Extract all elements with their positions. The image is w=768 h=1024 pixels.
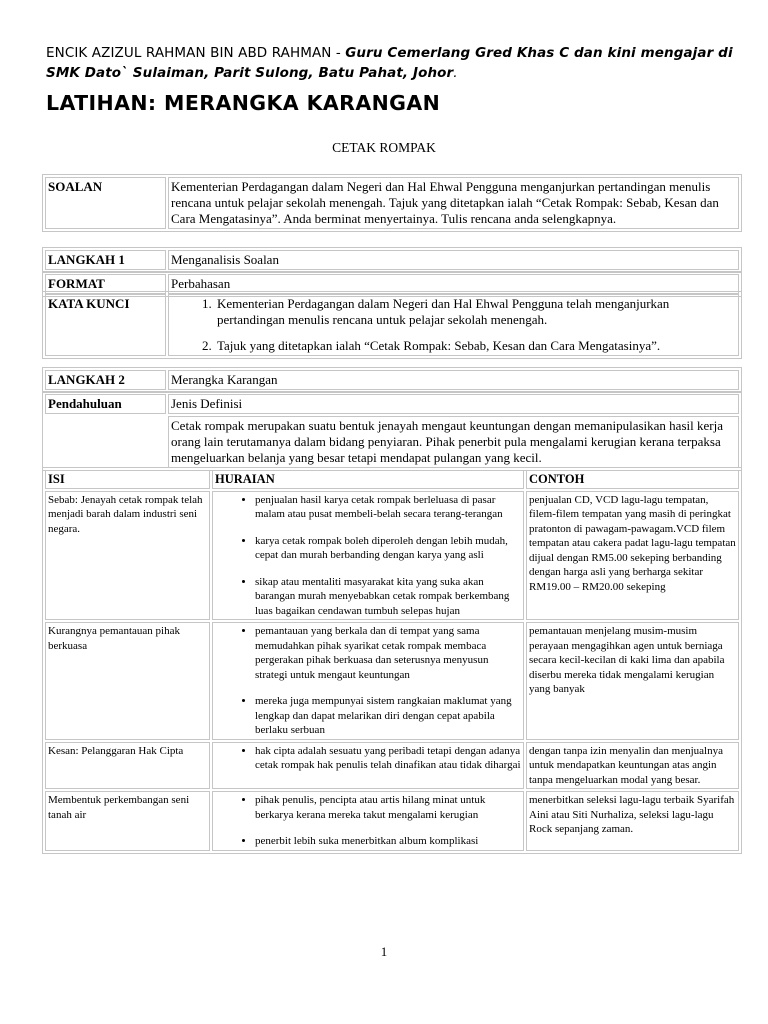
author-header (46, 43, 736, 83)
katakunci-row (45, 294, 739, 356)
huraian-item: • sikap atau mentaliti masyarakat kita yang suka akan barangan murah menyebabkan cetak rompak berkembang luas bagaikan cendawan tumbuh selepas hujan (255, 575, 521, 619)
isi-cell: Kurangnya pemantauan pihak berkuasa (45, 622, 210, 740)
katakunci-cell (168, 294, 739, 356)
page-title: LATIHAN: MERANGKA KARANGAN (46, 91, 441, 115)
huraian-cell (212, 491, 524, 621)
soalan-table (42, 174, 742, 232)
huraian-list (215, 493, 521, 619)
katakunci-label: KATA KUNCI (45, 294, 166, 356)
huraian-item: • penerbit lebih suka menerbitkan album komplikasi (255, 834, 521, 849)
katakunci-table (42, 291, 742, 359)
contoh-cell: pemantauan menjelang musim-musim perayaan mengagihkan agen untuk berniaga secara kecil-kecilan di kaki lima dan apabila diserbu mereka tidak mengalami kerugian yang banyak (526, 622, 739, 740)
soalan-row (45, 177, 739, 229)
author-period: . (453, 65, 458, 81)
huraian-item: • mereka juga mempunyai sistem rangkaian maklumat yang lengkap dan dapat melarikan diri dengan cepat apabila berlaku serbuan (255, 694, 521, 738)
huraian-header: HURAIAN (212, 470, 524, 489)
format-text: Perbahasan (168, 274, 739, 294)
table-row (45, 622, 739, 740)
huraian-item: • karya cetak rompak boleh diperoleh dengan lebih mudah, cepat dan murah berbanding dengan karya yang asli (255, 534, 521, 563)
table-row (45, 491, 739, 621)
isi-header: ISI (45, 470, 210, 489)
huraian-list (215, 793, 521, 849)
contoh-cell: menerbitkan seleksi lagu-lagu terbaik Syarifah Aini atau Siti Nurhaliza, seleksi lagu-lagu Rock sepanjang zaman. (526, 791, 739, 851)
document-subtitle: CETAK ROMPAK (332, 140, 436, 155)
huraian-cell (212, 791, 524, 851)
pendahuluan-jenis: Jenis Definisi (168, 394, 739, 414)
author-name: ENCIK AZIZUL RAHMAN BIN ABD RAHMAN - (46, 45, 346, 61)
contoh-cell: penjualan CD, VCD lagu-lagu tempatan, filem-filem tempatan yang masih di peringkat pratonton di pawagam-pawagam.VCD filem tempatan atau cakera padat lagu-lagu tempatan dijual dengan RM5.00 sekeping berbanding dengan harga asli yang berharga sekitar RM19.00 – RM20.00 sekeping (526, 491, 739, 621)
langkah2-table (42, 367, 742, 393)
table-row (45, 742, 739, 790)
langkah1-table (42, 247, 742, 273)
isi-table (42, 467, 742, 854)
isi-header-row (45, 470, 739, 489)
contoh-cell: dengan tanpa izin menyalin dan menjualnya untuk mendapatkan keuntungan atas angin tanpa mengeluarkan modal yang besar. (526, 742, 739, 790)
pendahuluan-text: Cetak rompak merupakan suatu bentuk jenayah mengaut keuntungan dengan memanipulasikan hasil kerja orang lain terutamanya dalam bidang penyiaran. Pihak penerbit pula mengalami kerugian kerana terpaksa mengeluarkan belanja yang besar tetapi mendapat pulangan yang kecil. (168, 416, 739, 468)
huraian-list (215, 744, 521, 773)
langkah1-text: Menganalisis Soalan (168, 250, 739, 270)
pendahuluan-spacer (45, 416, 166, 468)
huraian-cell (212, 742, 524, 790)
isi-cell: Membentuk perkembangan seni tanah air (45, 791, 210, 851)
langkah2-row (45, 370, 739, 390)
huraian-cell (212, 622, 524, 740)
pendahuluan-text-row (45, 416, 739, 468)
isi-cell: Sebab: Jenayah cetak rompak telah menjadi barah dalam industri seni negara. (45, 491, 210, 621)
langkah1-row (45, 250, 739, 270)
katakunci-list (171, 296, 736, 354)
huraian-list (215, 624, 521, 738)
page-number: 1 (380, 944, 388, 959)
isi-cell: Kesan: Pelanggaran Hak Cipta (45, 742, 210, 790)
huraian-item: • pemantauan yang berkala dan di tempat yang sama memudahkan pihak syarikat cetak rompak membaca pergerakan pihak berkuasa dan seterusnya menyusun strategi untuk mengaut keuntungan (255, 624, 521, 682)
langkah2-label: LANGKAH 2 (45, 370, 166, 390)
huraian-item: • hak cipta adalah sesuatu yang peribadi tetapi dengan adanya cetak rompak hak penulis telah dinafikan atau tidak dihargai (255, 744, 521, 773)
pendahuluan-table (42, 391, 742, 471)
format-label: FORMAT (45, 274, 166, 294)
author-role: Guru Cemerlang Gred Khas C dan kini mengajar di SMK Dato` Sulaiman, Parit Sulong, Batu Pahat, Johor (46, 45, 733, 81)
soalan-label: SOALAN (45, 177, 166, 229)
pendahuluan-row (45, 394, 739, 414)
soalan-text: Kementerian Perdagangan dalam Negeri dan Hal Ehwal Pengguna menganjurkan pertandingan menulis rencana untuk pelajar sekolah menengah. Tajuk yang ditetapkan ialah “Cetak Rompak: Sebab, Kesan dan Cara Mengatasinya”. Anda berminat menyertainya. Tulis rencana anda selengkapnya. (168, 177, 739, 229)
huraian-item: • pihak penulis, pencipta atau artis hilang minat untuk berkarya kerana mereka takut mengalami kerugian (255, 793, 521, 822)
huraian-item: • penjualan hasil karya cetak rompak berleluasa di pasar malam atau pusat membeli-belah secara terang-terangan (255, 493, 521, 522)
langkah2-text: Merangka Karangan (168, 370, 739, 390)
contoh-header: CONTOH (526, 470, 739, 489)
langkah1-label: LANGKAH 1 (45, 250, 166, 270)
katakunci-item: 2. Tajuk yang ditetapkan ialah “Cetak Rompak: Sebab, Kesan dan Cara Mengatasinya”. (215, 338, 736, 354)
table-row (45, 791, 739, 851)
katakunci-item: 1. Kementerian Perdagangan dalam Negeri dan Hal Ehwal Pengguna telah menganjurkan pertandingan menulis rencana untuk pelajar sekolah menengah. (215, 296, 736, 328)
pendahuluan-label: Pendahuluan (45, 394, 166, 414)
